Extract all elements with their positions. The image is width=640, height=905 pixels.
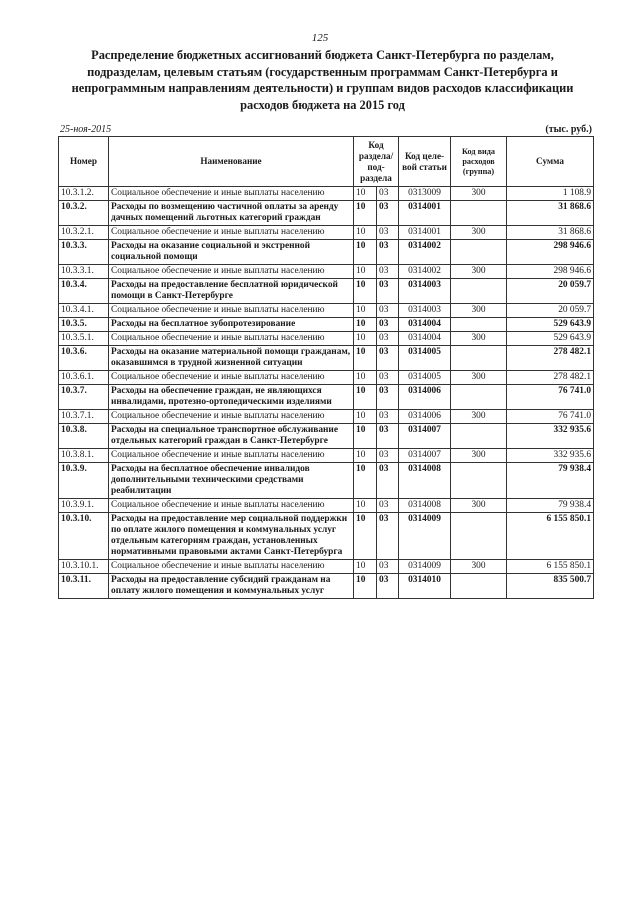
row-target-code: 0314007 bbox=[399, 449, 451, 463]
row-subsection: 03 bbox=[377, 424, 399, 449]
row-name: Социальное обеспечение и иные выплаты населению bbox=[109, 449, 354, 463]
table-row bbox=[59, 424, 594, 449]
row-target-code: 0314002 bbox=[399, 240, 451, 265]
row-number: 10.3.10.1. bbox=[59, 560, 109, 574]
row-subsection: 03 bbox=[377, 463, 399, 499]
row-subsection: 03 bbox=[377, 371, 399, 385]
row-number: 10.3.5. bbox=[59, 318, 109, 332]
row-amount: 6 155 850.1 bbox=[507, 513, 594, 560]
row-name: Социальное обеспечение и иные выплаты населению bbox=[109, 499, 354, 513]
row-number: 10.3.2.1. bbox=[59, 226, 109, 240]
row-number: 10.3.4.1. bbox=[59, 304, 109, 318]
row-amount: 79 938.4 bbox=[507, 463, 594, 499]
document-date: 25-ноя-2015 bbox=[60, 124, 112, 135]
row-amount: 529 643.9 bbox=[507, 318, 594, 332]
row-section: 10 bbox=[354, 346, 377, 371]
row-subsection: 03 bbox=[377, 187, 399, 201]
row-number: 10.3.11. bbox=[59, 574, 109, 599]
table-row bbox=[59, 574, 594, 599]
row-expense-type bbox=[451, 240, 507, 265]
row-section: 10 bbox=[354, 449, 377, 463]
row-expense-type: 300 bbox=[451, 449, 507, 463]
row-amount: 20 059.7 bbox=[507, 304, 594, 318]
row-expense-type bbox=[451, 424, 507, 449]
row-number: 10.3.7. bbox=[59, 385, 109, 410]
row-section: 10 bbox=[354, 201, 377, 226]
row-expense-type: 300 bbox=[451, 371, 507, 385]
row-expense-type: 300 bbox=[451, 265, 507, 279]
row-section: 10 bbox=[354, 304, 377, 318]
row-target-code: 0314003 bbox=[399, 279, 451, 304]
row-amount: 529 643.9 bbox=[507, 332, 594, 346]
header-section-code: Код раздела/ под- раздела bbox=[354, 137, 399, 187]
row-subsection: 03 bbox=[377, 385, 399, 410]
row-name: Расходы на бесплатное зубопротезирование bbox=[109, 318, 354, 332]
row-subsection: 03 bbox=[377, 201, 399, 226]
table-row bbox=[59, 332, 594, 346]
row-name: Социальное обеспечение и иные выплаты населению bbox=[109, 560, 354, 574]
row-subsection: 03 bbox=[377, 265, 399, 279]
row-amount: 76 741.0 bbox=[507, 410, 594, 424]
table-row bbox=[59, 279, 594, 304]
row-target-code: 0314005 bbox=[399, 371, 451, 385]
row-amount: 835 500.7 bbox=[507, 574, 594, 599]
row-section: 10 bbox=[354, 187, 377, 201]
table-row bbox=[59, 265, 594, 279]
row-name: Расходы на бесплатное обеспечение инвалидов дополнительными техническими средствами реабилитации bbox=[109, 463, 354, 499]
row-number: 10.3.10. bbox=[59, 513, 109, 560]
row-name: Социальное обеспечение и иные выплаты населению bbox=[109, 332, 354, 346]
table-row bbox=[59, 226, 594, 240]
table-row bbox=[59, 371, 594, 385]
row-target-code: 0314010 bbox=[399, 574, 451, 599]
row-expense-type bbox=[451, 574, 507, 599]
header-name: Наименование bbox=[109, 137, 354, 187]
row-number: 10.3.6.1. bbox=[59, 371, 109, 385]
row-subsection: 03 bbox=[377, 346, 399, 371]
row-number: 10.3.7.1. bbox=[59, 410, 109, 424]
row-target-code: 0314008 bbox=[399, 463, 451, 499]
row-target-code: 0314001 bbox=[399, 201, 451, 226]
header-amount: Сумма bbox=[507, 137, 594, 187]
row-subsection: 03 bbox=[377, 279, 399, 304]
row-amount: 31 868.6 bbox=[507, 201, 594, 226]
row-name: Расходы на предоставление мер социальной поддержки по оплате жилого помещения и коммунальных услуг отдельным категориям граждан, установленных нормативными правовыми актами Санкт-Петербурга bbox=[109, 513, 354, 560]
row-number: 10.3.4. bbox=[59, 279, 109, 304]
row-number: 10.3.1.2. bbox=[59, 187, 109, 201]
table-row bbox=[59, 513, 594, 560]
table-row bbox=[59, 560, 594, 574]
row-target-code: 0314003 bbox=[399, 304, 451, 318]
row-amount: 332 935.6 bbox=[507, 449, 594, 463]
row-amount: 332 935.6 bbox=[507, 424, 594, 449]
document-title: Распределение бюджетных ассигнований бюджета Санкт-Петербурга по разделам, подразделам, целевым статьям (государственным программам Санкт-Петербурга и непрограммным направлениям деятельности) и группам видов расходов классификации расходов бюджета на 2015 год bbox=[71, 48, 574, 112]
row-name: Расходы на предоставление бесплатной юридической помощи в Санкт-Петербурге bbox=[109, 279, 354, 304]
row-expense-type bbox=[451, 385, 507, 410]
row-number: 10.3.6. bbox=[59, 346, 109, 371]
row-expense-type bbox=[451, 463, 507, 499]
row-target-code: 0314004 bbox=[399, 332, 451, 346]
row-target-code: 0314004 bbox=[399, 318, 451, 332]
row-target-code: 0314009 bbox=[399, 560, 451, 574]
row-number: 10.3.9.1. bbox=[59, 499, 109, 513]
row-number: 10.3.9. bbox=[59, 463, 109, 499]
row-section: 10 bbox=[354, 410, 377, 424]
row-expense-type bbox=[451, 279, 507, 304]
row-section: 10 bbox=[354, 226, 377, 240]
row-target-code: 0314009 bbox=[399, 513, 451, 560]
row-target-code: 0313009 bbox=[399, 187, 451, 201]
row-expense-type: 300 bbox=[451, 560, 507, 574]
header-expense-type-code: Код вида расходов (группа) bbox=[451, 137, 507, 187]
row-expense-type: 300 bbox=[451, 226, 507, 240]
row-number: 10.3.2. bbox=[59, 201, 109, 226]
units-label: (тыс. руб.) bbox=[545, 124, 592, 135]
row-amount: 6 155 850.1 bbox=[507, 560, 594, 574]
row-section: 10 bbox=[354, 265, 377, 279]
row-amount: 79 938.4 bbox=[507, 499, 594, 513]
row-name: Социальное обеспечение и иные выплаты населению bbox=[109, 187, 354, 201]
row-section: 10 bbox=[354, 279, 377, 304]
row-target-code: 0314006 bbox=[399, 410, 451, 424]
row-amount: 298 946.6 bbox=[507, 265, 594, 279]
row-section: 10 bbox=[354, 513, 377, 560]
row-expense-type bbox=[451, 318, 507, 332]
row-section: 10 bbox=[354, 424, 377, 449]
row-section: 10 bbox=[354, 318, 377, 332]
row-target-code: 0314006 bbox=[399, 385, 451, 410]
table-row bbox=[59, 346, 594, 371]
row-subsection: 03 bbox=[377, 226, 399, 240]
table-row bbox=[59, 318, 594, 332]
table-row bbox=[59, 463, 594, 499]
row-subsection: 03 bbox=[377, 318, 399, 332]
budget-table bbox=[58, 136, 594, 599]
table-row bbox=[59, 240, 594, 265]
row-expense-type bbox=[451, 346, 507, 371]
row-expense-type: 300 bbox=[451, 304, 507, 318]
row-amount: 76 741.0 bbox=[507, 385, 594, 410]
row-number: 10.3.3.1. bbox=[59, 265, 109, 279]
row-section: 10 bbox=[354, 463, 377, 499]
row-subsection: 03 bbox=[377, 449, 399, 463]
row-number: 10.3.5.1. bbox=[59, 332, 109, 346]
row-name: Расходы на специальное транспортное обслуживание отдельных категорий граждан в Санкт-Петербурге bbox=[109, 424, 354, 449]
table-row bbox=[59, 385, 594, 410]
row-subsection: 03 bbox=[377, 410, 399, 424]
row-subsection: 03 bbox=[377, 513, 399, 560]
budget-table-body bbox=[59, 187, 594, 599]
row-amount: 31 868.6 bbox=[507, 226, 594, 240]
row-subsection: 03 bbox=[377, 560, 399, 574]
row-number: 10.3.3. bbox=[59, 240, 109, 265]
row-section: 10 bbox=[354, 574, 377, 599]
row-target-code: 0314007 bbox=[399, 424, 451, 449]
row-name: Социальное обеспечение и иные выплаты населению bbox=[109, 226, 354, 240]
row-target-code: 0314001 bbox=[399, 226, 451, 240]
row-name: Социальное обеспечение и иные выплаты населению bbox=[109, 371, 354, 385]
row-expense-type: 300 bbox=[451, 332, 507, 346]
row-amount: 278 482.1 bbox=[507, 371, 594, 385]
row-expense-type: 300 bbox=[451, 499, 507, 513]
row-target-code: 0314005 bbox=[399, 346, 451, 371]
table-row bbox=[59, 201, 594, 226]
table-row bbox=[59, 410, 594, 424]
row-section: 10 bbox=[354, 371, 377, 385]
row-subsection: 03 bbox=[377, 240, 399, 265]
row-number: 10.3.8. bbox=[59, 424, 109, 449]
row-expense-type: 300 bbox=[451, 187, 507, 201]
row-subsection: 03 bbox=[377, 574, 399, 599]
row-section: 10 bbox=[354, 332, 377, 346]
row-subsection: 03 bbox=[377, 332, 399, 346]
row-target-code: 0314002 bbox=[399, 265, 451, 279]
row-name: Расходы на предоставление субсидий гражданам на оплату жилого помещения и коммунальных услуг bbox=[109, 574, 354, 599]
row-section: 10 bbox=[354, 385, 377, 410]
row-section: 10 bbox=[354, 499, 377, 513]
row-expense-type: 300 bbox=[451, 410, 507, 424]
table-row bbox=[59, 187, 594, 201]
header-target-code: Код целе- вой статьи bbox=[399, 137, 451, 187]
row-name: Расходы на оказание социальной и экстренной социальной помощи bbox=[109, 240, 354, 265]
row-name: Расходы на оказание материальной помощи гражданам, оказавшимся в трудной жизненной ситуации bbox=[109, 346, 354, 371]
row-section: 10 bbox=[354, 240, 377, 265]
table-row bbox=[59, 449, 594, 463]
page-number: 125 bbox=[311, 32, 329, 44]
row-expense-type bbox=[451, 201, 507, 226]
row-subsection: 03 bbox=[377, 304, 399, 318]
table-row bbox=[59, 304, 594, 318]
row-name: Социальное обеспечение и иные выплаты населению bbox=[109, 410, 354, 424]
row-name: Расходы по возмещению частичной оплаты за аренду дачных помещений льготных категорий граждан bbox=[109, 201, 354, 226]
header-number: Номер bbox=[59, 137, 109, 187]
row-section: 10 bbox=[354, 560, 377, 574]
row-expense-type bbox=[451, 513, 507, 560]
row-name: Социальное обеспечение и иные выплаты населению bbox=[109, 265, 354, 279]
row-amount: 278 482.1 bbox=[507, 346, 594, 371]
row-name: Расходы на обеспечение граждан, не являющихся инвалидами, протезно-ортопедическими изделиями bbox=[109, 385, 354, 410]
row-subsection: 03 bbox=[377, 499, 399, 513]
table-row bbox=[59, 499, 594, 513]
row-amount: 20 059.7 bbox=[507, 279, 594, 304]
row-amount: 298 946.6 bbox=[507, 240, 594, 265]
row-amount: 1 108.9 bbox=[507, 187, 594, 201]
row-target-code: 0314008 bbox=[399, 499, 451, 513]
row-number: 10.3.8.1. bbox=[59, 449, 109, 463]
row-name: Социальное обеспечение и иные выплаты населению bbox=[109, 304, 354, 318]
